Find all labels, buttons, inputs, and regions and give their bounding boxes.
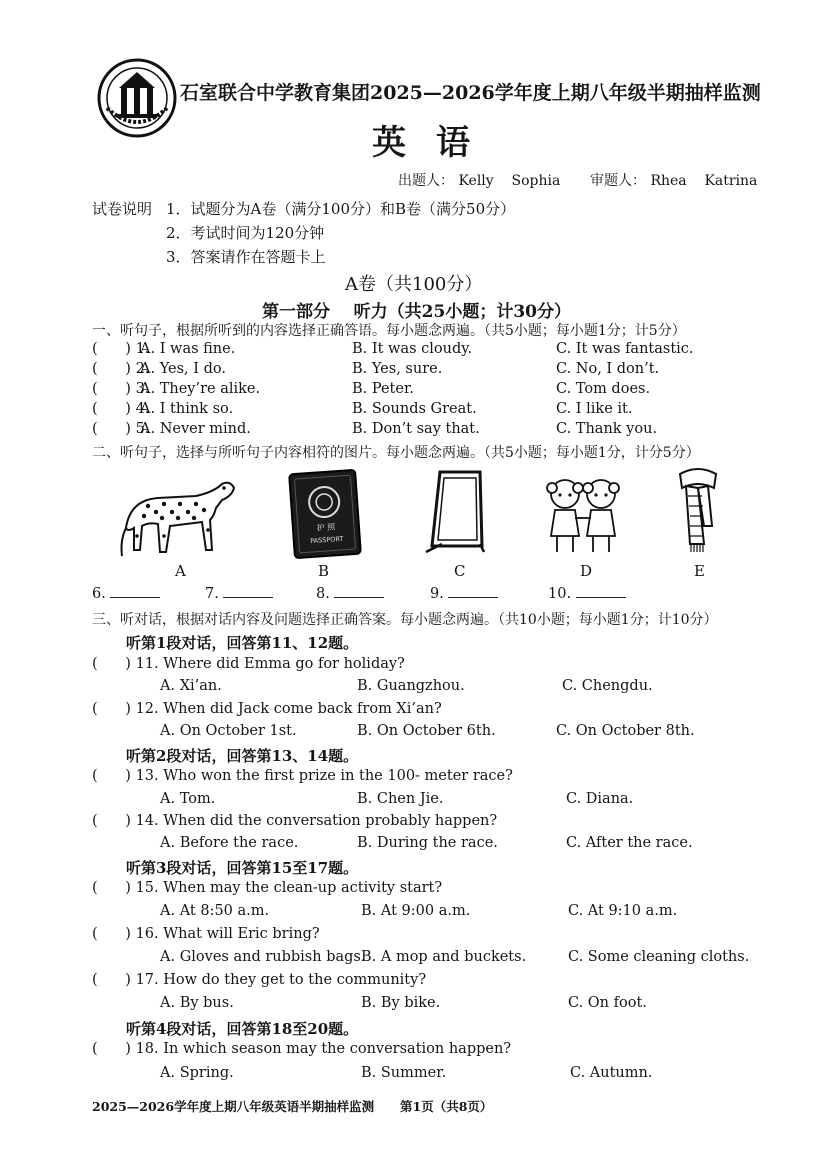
school-title: 石室联合中学教育集团2025—2026学年度上期八年级半期抽样监测 <box>180 82 761 104</box>
svg-text:护 照: 护 照 <box>316 522 336 533</box>
mirror-image <box>422 466 492 556</box>
option-b: B. Yes, sure. <box>352 361 443 377</box>
note-item: 1．试题分为A卷（满分100分）和B卷（满分50分） <box>166 200 516 218</box>
option-b: B. Don’t say that. <box>352 421 480 437</box>
option-b: B. Summer. <box>361 1065 447 1081</box>
answer-blank[interactable] <box>223 585 273 598</box>
passport-image <box>280 468 370 560</box>
option-b: B. Chen Jie. <box>357 791 444 807</box>
subject-title: 英语 <box>372 123 500 163</box>
answer-blank[interactable] <box>334 585 384 598</box>
setters-label: 出题人： <box>398 173 454 189</box>
option-a: A. Xi’an. <box>160 678 222 694</box>
footer-title: 2025—2026学年度上期八年级英语半期抽样监测 <box>92 1099 375 1114</box>
option-b: B. It was cloudy. <box>352 341 473 357</box>
option-c: C. Tom does. <box>556 381 651 397</box>
option-a: A. I think so. <box>140 401 234 417</box>
option-b: B. Guangzhou. <box>357 678 465 694</box>
question-number: ( ) 2. <box>92 361 150 377</box>
dialogue-heading: 听第3段对话，回答第15至17题。 <box>126 859 359 877</box>
option-a: A. On October 1st. <box>160 723 297 739</box>
option-c: C. No, I don’t. <box>556 361 660 377</box>
option-c: C. It was fantastic. <box>556 341 694 357</box>
reviewers-names: Rhea Katrina <box>650 173 758 189</box>
option-b: B. During the race. <box>357 835 498 851</box>
page-number: 第1页（共8页） <box>400 1099 493 1114</box>
option-c: C. Chengdu. <box>562 678 653 694</box>
option-b: B. Peter. <box>352 381 414 397</box>
answer-blank-number: 9. <box>430 586 444 602</box>
option-c: C. I like it. <box>556 401 633 417</box>
option-c: C. Diana. <box>566 791 634 807</box>
part1-title: 第一部分 听力（共25小题；计30分） <box>262 302 571 322</box>
question-text: ( ) 13. Who won the first prize in the 100- meter race? <box>92 768 513 784</box>
option-a: A. Tom. <box>160 791 216 807</box>
answer-blank-number: 8. <box>316 586 330 602</box>
answer-blank[interactable] <box>110 585 160 598</box>
picture-label: D <box>580 562 593 580</box>
note-item: 3．答案请作在答题卡上 <box>166 248 326 266</box>
picture-label: C <box>454 562 466 580</box>
question-number: ( ) 1. <box>92 341 150 357</box>
option-a: A. They’re alike. <box>140 381 261 397</box>
question-text: ( ) 15. When may the clean-up activity start? <box>92 880 443 896</box>
paper-a-title: A卷（共100分） <box>345 274 483 295</box>
question-number: ( ) 5. <box>92 421 150 437</box>
section3-instruction: 三、听对话，根据对话内容及问题选择正确答案。每小题念两遍。（共10小题；每小题1分；计10分） <box>92 612 718 628</box>
question-text: ( ) 17. How do they get to the community? <box>92 972 427 988</box>
note-item: 2．考试时间为120分钟 <box>166 224 325 242</box>
section2-instruction: 二、听句子，选择与所听句子内容相符的图片。每小题念两遍。（共5小题；每小题1分，计分5分） <box>92 445 700 461</box>
picture-label: E <box>694 562 705 580</box>
answer-blank-number: 10. <box>548 586 572 602</box>
scarf-image <box>668 464 728 554</box>
section1-instruction: 一、听句子，根据所听到的内容选择正确答语。每小题念两遍。（共5小题；每小题1分；计5分） <box>92 323 686 339</box>
answer-blank-number: 7. <box>205 586 219 602</box>
option-b: B. At 9:00 a.m. <box>361 903 471 919</box>
option-a: A. Never mind. <box>140 421 251 437</box>
leopard-image <box>118 470 238 560</box>
option-b: B. By bike. <box>361 995 441 1011</box>
option-a: A. Yes, I do. <box>140 361 226 377</box>
passport-text: PASSPORT <box>309 534 344 546</box>
option-c: C. After the race. <box>566 835 693 851</box>
question-text: ( ) 11. Where did Emma go for holiday? <box>92 656 405 672</box>
twin-girls-image <box>543 470 623 560</box>
option-b: B. On October 6th. <box>357 723 496 739</box>
dialogue-heading: 听第2段对话，回答第13、14题。 <box>126 747 359 765</box>
option-b: B. Sounds Great. <box>352 401 477 417</box>
answer-blank[interactable] <box>576 585 626 598</box>
answer-blank-number: 6. <box>92 586 106 602</box>
option-a: A. Spring. <box>160 1065 234 1081</box>
option-c: C. Thank you. <box>556 421 658 437</box>
question-number: ( ) 4. <box>92 401 150 417</box>
option-a: A. At 8:50 a.m. <box>160 903 270 919</box>
option-c: C. Autumn. <box>570 1065 653 1081</box>
question-number: ( ) 3. <box>92 381 150 397</box>
dialogue-heading: 听第4段对话，回答第18至20题。 <box>126 1020 359 1038</box>
option-c: C. On October 8th. <box>556 723 695 739</box>
question-text: ( ) 14. When did the conversation probably happen? <box>92 813 498 829</box>
option-a: A. Before the race. <box>160 835 299 851</box>
answer-blank[interactable] <box>448 585 498 598</box>
option-a: A. Gloves and rubbish bags. <box>160 949 366 965</box>
dialogue-heading: 听第1段对话，回答第11、12题。 <box>126 634 359 652</box>
option-c: C. At 9:10 a.m. <box>568 903 678 919</box>
reviewers-label: 审题人： <box>590 173 646 189</box>
setters-names: Kelly Sophia <box>458 173 561 189</box>
question-text: ( ) 18. In which season may the conversation happen? <box>92 1041 512 1057</box>
option-a: A. By bus. <box>160 995 234 1011</box>
picture-label: B <box>318 562 330 580</box>
option-c: C. On foot. <box>568 995 647 1011</box>
question-text: ( ) 16. What will Eric bring? <box>92 926 320 942</box>
notes-label: 试卷说明 <box>92 200 153 218</box>
school-seal-logo <box>97 58 177 138</box>
option-b: B. A mop and buckets. <box>361 949 527 965</box>
question-text: ( ) 12. When did Jack come back from Xi’an? <box>92 701 442 717</box>
option-c: C. Some cleaning cloths. <box>568 949 750 965</box>
option-a: A. I was fine. <box>140 341 236 357</box>
picture-label: A <box>175 562 186 580</box>
